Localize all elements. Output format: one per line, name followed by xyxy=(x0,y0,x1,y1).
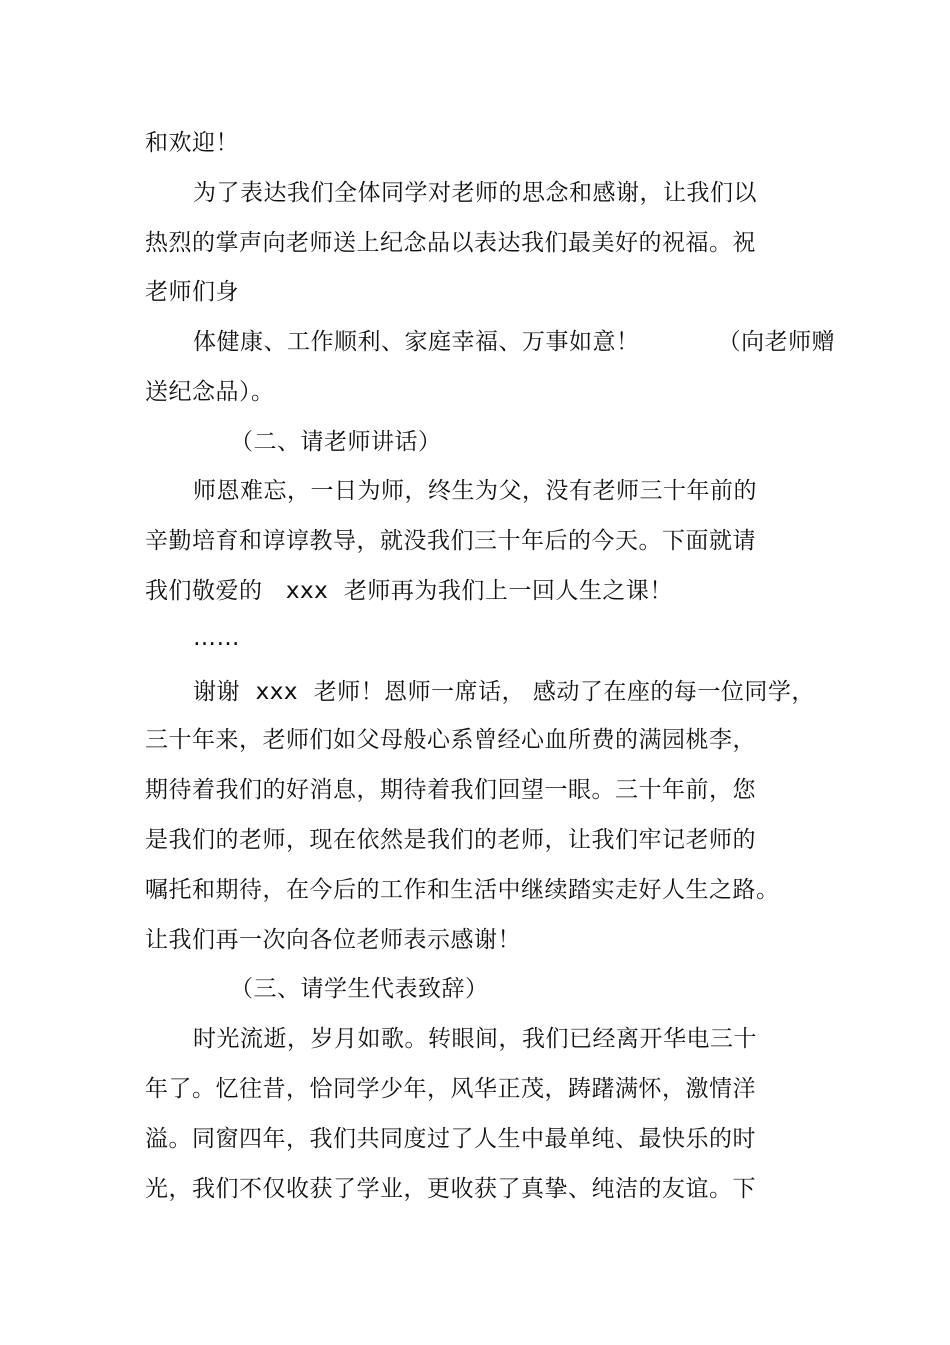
text-line: 是我们的老师，现在依然是我们的老师，让我们牢记老师的 xyxy=(145,827,756,853)
text-line: 热烈的掌声向老师送上纪念品以表达我们最美好的祝福。祝 xyxy=(145,230,756,256)
text-line: 年了。忆往昔，恰同学少年，风华正茂，踌躇满怀，激情洋 xyxy=(145,1076,756,1102)
text-line: 嘱托和期待，在今后的工作和生活中继续踏实走好人生之路。 xyxy=(145,877,780,903)
text-line: 时光流逝，岁月如歌。转眼间，我们已经离开华电三十 xyxy=(193,1026,757,1052)
text-line: 我们敬爱的 xxx 老师再为我们上一回人生之课！ xyxy=(145,578,673,604)
text-line: 三十年来，老师们如父母般心系曾经心血所费的满园桃李， xyxy=(145,727,756,753)
section-heading: （二、请老师讲话） xyxy=(230,429,442,455)
ellipsis-line: …… xyxy=(193,625,240,651)
text-line: 送纪念品）。 xyxy=(145,379,275,405)
text-line: 让我们再一次向各位老师表示感谢！ xyxy=(145,927,521,953)
text-line: 期待着我们的好消息，期待着我们回望一眼。三十年前，您 xyxy=(145,777,756,803)
text-line: 辛勤培育和谆谆教导，就没我们三十年后的今天。下面就请 xyxy=(145,528,756,554)
text-line: 和欢迎！ xyxy=(145,130,239,156)
text-line: 为了表达我们全体同学对老师的思念和感谢，让我们以 xyxy=(193,180,757,206)
text-line: 老师们身 xyxy=(145,279,239,305)
text-line: 谢谢 xxx 老师！恩师一席话， 感动了在座的每一位同学， xyxy=(193,679,815,705)
text-line: 师恩难忘，一日为师，终生为父，没有老师三十年前的 xyxy=(193,478,757,504)
section-heading: （三、请学生代表致辞） xyxy=(230,976,489,1002)
text-line: 溢。同窗四年，我们共同度过了人生中最单纯、最快乐的时 xyxy=(145,1126,756,1152)
text-line: 光，我们不仅收获了学业，更收获了真挚、纯洁的友谊。下 xyxy=(145,1176,756,1202)
text-line: 体健康、工作顺利、家庭幸福、万事如意！ （向老师赠 xyxy=(193,329,836,355)
